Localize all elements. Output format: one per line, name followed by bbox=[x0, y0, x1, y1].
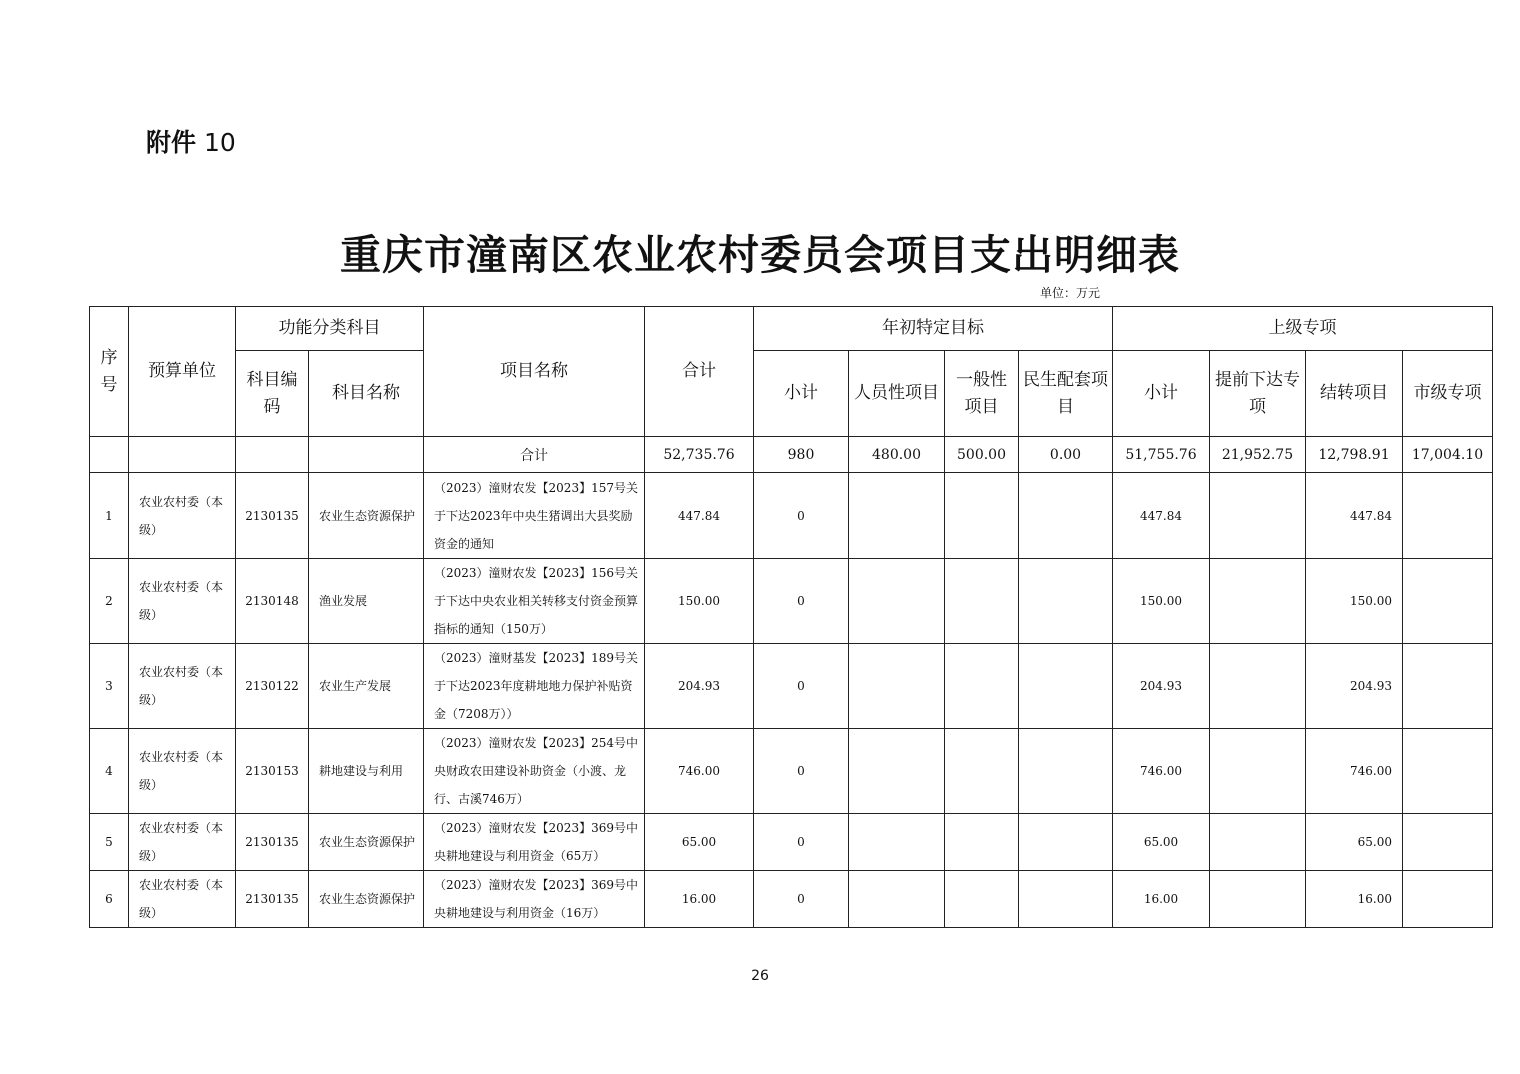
row-seq: 6 bbox=[90, 871, 129, 928]
header-budget-unit: 预算单位 bbox=[129, 307, 236, 437]
row-seq: 2 bbox=[90, 559, 129, 644]
attachment-label bbox=[146, 123, 236, 159]
row-general bbox=[945, 559, 1019, 644]
row-annual-subtotal: 0 bbox=[754, 644, 849, 729]
row-budget-unit: 农业农村委（本级） bbox=[129, 871, 236, 928]
totals-personnel: 480.00 bbox=[849, 437, 945, 473]
expenditure-table bbox=[89, 306, 1493, 928]
row-subject-name: 农业生态资源保护 bbox=[309, 814, 424, 871]
row-general bbox=[945, 644, 1019, 729]
table-row bbox=[90, 559, 1493, 644]
row-livelihood bbox=[1019, 473, 1113, 559]
row-subject-code: 2130135 bbox=[236, 814, 309, 871]
row-livelihood bbox=[1019, 871, 1113, 928]
header-subject-code: 科目编码 bbox=[236, 351, 309, 437]
header-func-class: 功能分类科目 bbox=[236, 307, 424, 351]
row-seq: 4 bbox=[90, 729, 129, 814]
row-advance bbox=[1210, 559, 1306, 644]
row-total: 150.00 bbox=[645, 559, 754, 644]
row-personnel bbox=[849, 814, 945, 871]
row-carryover: 150.00 bbox=[1306, 559, 1403, 644]
row-carryover: 204.93 bbox=[1306, 644, 1403, 729]
table-row bbox=[90, 473, 1493, 559]
totals-cell bbox=[90, 437, 129, 473]
header-superior: 上级专项 bbox=[1113, 307, 1493, 351]
totals-total: 52,735.76 bbox=[645, 437, 754, 473]
row-total: 16.00 bbox=[645, 871, 754, 928]
row-total: 65.00 bbox=[645, 814, 754, 871]
row-advance bbox=[1210, 644, 1306, 729]
row-personnel bbox=[849, 473, 945, 559]
row-livelihood bbox=[1019, 814, 1113, 871]
header-annual-target: 年初特定目标 bbox=[754, 307, 1113, 351]
row-subject-code: 2130122 bbox=[236, 644, 309, 729]
totals-row bbox=[90, 437, 1493, 473]
row-personnel bbox=[849, 871, 945, 928]
row-subject-code: 2130135 bbox=[236, 871, 309, 928]
header-seq: 序号 bbox=[90, 307, 129, 437]
totals-municipal: 17,004.10 bbox=[1403, 437, 1493, 473]
page-title: 重庆市潼南区农业农村委员会项目支出明细表 bbox=[340, 231, 1180, 279]
row-subject-code: 2130135 bbox=[236, 473, 309, 559]
row-annual-subtotal: 0 bbox=[754, 473, 849, 559]
attachment-number: 10 bbox=[203, 128, 236, 157]
attachment-prefix: 附件 bbox=[146, 128, 197, 157]
totals-superior-subtotal: 51,755.76 bbox=[1113, 437, 1210, 473]
row-annual-subtotal: 0 bbox=[754, 814, 849, 871]
row-budget-unit: 农业农村委（本级） bbox=[129, 729, 236, 814]
row-total: 746.00 bbox=[645, 729, 754, 814]
row-advance bbox=[1210, 473, 1306, 559]
header-carryover: 结转项目 bbox=[1306, 351, 1403, 437]
totals-label: 合计 bbox=[424, 437, 645, 473]
row-seq: 5 bbox=[90, 814, 129, 871]
table-row bbox=[90, 644, 1493, 729]
row-subject-name: 农业生态资源保护 bbox=[309, 871, 424, 928]
row-budget-unit: 农业农村委（本级） bbox=[129, 644, 236, 729]
row-general bbox=[945, 473, 1019, 559]
row-carryover: 16.00 bbox=[1306, 871, 1403, 928]
row-personnel bbox=[849, 644, 945, 729]
row-advance bbox=[1210, 729, 1306, 814]
totals-livelihood: 0.00 bbox=[1019, 437, 1113, 473]
header-general: 一般性项目 bbox=[945, 351, 1019, 437]
row-municipal bbox=[1403, 559, 1493, 644]
totals-advance: 21,952.75 bbox=[1210, 437, 1306, 473]
row-subject-name: 农业生产发展 bbox=[309, 644, 424, 729]
totals-annual-subtotal: 980 bbox=[754, 437, 849, 473]
row-project-name: （2023）潼财农发【2023】369号中央耕地建设与利用资金（65万） bbox=[424, 814, 645, 871]
row-advance bbox=[1210, 814, 1306, 871]
row-livelihood bbox=[1019, 644, 1113, 729]
row-subject-name: 耕地建设与利用 bbox=[309, 729, 424, 814]
totals-general: 500.00 bbox=[945, 437, 1019, 473]
row-project-name: （2023）潼财农发【2023】254号中央财政农田建设补助资金（小渡、龙行、古溪746万） bbox=[424, 729, 645, 814]
totals-cell bbox=[309, 437, 424, 473]
unit-label: 单位：万元 bbox=[1040, 286, 1101, 300]
row-superior-subtotal: 16.00 bbox=[1113, 871, 1210, 928]
row-superior-subtotal: 204.93 bbox=[1113, 644, 1210, 729]
row-total: 447.84 bbox=[645, 473, 754, 559]
row-personnel bbox=[849, 559, 945, 644]
table-row bbox=[90, 814, 1493, 871]
header-project-name: 项目名称 bbox=[424, 307, 645, 437]
header-personnel: 人员性项目 bbox=[849, 351, 945, 437]
row-budget-unit: 农业农村委（本级） bbox=[129, 473, 236, 559]
totals-cell bbox=[129, 437, 236, 473]
row-superior-subtotal: 150.00 bbox=[1113, 559, 1210, 644]
header-municipal: 市级专项 bbox=[1403, 351, 1493, 437]
row-subject-code: 2130148 bbox=[236, 559, 309, 644]
row-annual-subtotal: 0 bbox=[754, 559, 849, 644]
row-subject-code: 2130153 bbox=[236, 729, 309, 814]
row-municipal bbox=[1403, 814, 1493, 871]
row-project-name: （2023）潼财农发【2023】156号关于下达中央农业相关转移支付资金预算指标的通知（150万） bbox=[424, 559, 645, 644]
row-annual-subtotal: 0 bbox=[754, 871, 849, 928]
row-subject-name: 渔业发展 bbox=[309, 559, 424, 644]
row-general bbox=[945, 814, 1019, 871]
row-municipal bbox=[1403, 871, 1493, 928]
row-total: 204.93 bbox=[645, 644, 754, 729]
table-row bbox=[90, 729, 1493, 814]
page-number: 26 bbox=[751, 968, 769, 984]
row-seq: 3 bbox=[90, 644, 129, 729]
row-general bbox=[945, 729, 1019, 814]
row-municipal bbox=[1403, 473, 1493, 559]
row-carryover: 447.84 bbox=[1306, 473, 1403, 559]
header-annual-subtotal: 小计 bbox=[754, 351, 849, 437]
row-annual-subtotal: 0 bbox=[754, 729, 849, 814]
row-budget-unit: 农业农村委（本级） bbox=[129, 814, 236, 871]
row-livelihood bbox=[1019, 729, 1113, 814]
row-project-name: （2023）潼财农发【2023】157号关于下达2023年中央生猪调出大县奖励资金的通知 bbox=[424, 473, 645, 559]
header-superior-subtotal: 小计 bbox=[1113, 351, 1210, 437]
totals-cell bbox=[236, 437, 309, 473]
header-subject-name: 科目名称 bbox=[309, 351, 424, 437]
row-carryover: 746.00 bbox=[1306, 729, 1403, 814]
header-total: 合计 bbox=[645, 307, 754, 437]
totals-carryover: 12,798.91 bbox=[1306, 437, 1403, 473]
row-project-name: （2023）潼财基发【2023】189号关于下达2023年度耕地地力保护补贴资金（7208万）） bbox=[424, 644, 645, 729]
row-general bbox=[945, 871, 1019, 928]
table-row bbox=[90, 871, 1493, 928]
row-advance bbox=[1210, 871, 1306, 928]
row-superior-subtotal: 746.00 bbox=[1113, 729, 1210, 814]
row-municipal bbox=[1403, 644, 1493, 729]
row-seq: 1 bbox=[90, 473, 129, 559]
header-livelihood: 民生配套项目 bbox=[1019, 351, 1113, 437]
row-project-name: （2023）潼财农发【2023】369号中央耕地建设与利用资金（16万） bbox=[424, 871, 645, 928]
row-carryover: 65.00 bbox=[1306, 814, 1403, 871]
row-subject-name: 农业生态资源保护 bbox=[309, 473, 424, 559]
row-municipal bbox=[1403, 729, 1493, 814]
row-superior-subtotal: 65.00 bbox=[1113, 814, 1210, 871]
row-personnel bbox=[849, 729, 945, 814]
header-advance: 提前下达专项 bbox=[1210, 351, 1306, 437]
row-livelihood bbox=[1019, 559, 1113, 644]
row-superior-subtotal: 447.84 bbox=[1113, 473, 1210, 559]
row-budget-unit: 农业农村委（本级） bbox=[129, 559, 236, 644]
